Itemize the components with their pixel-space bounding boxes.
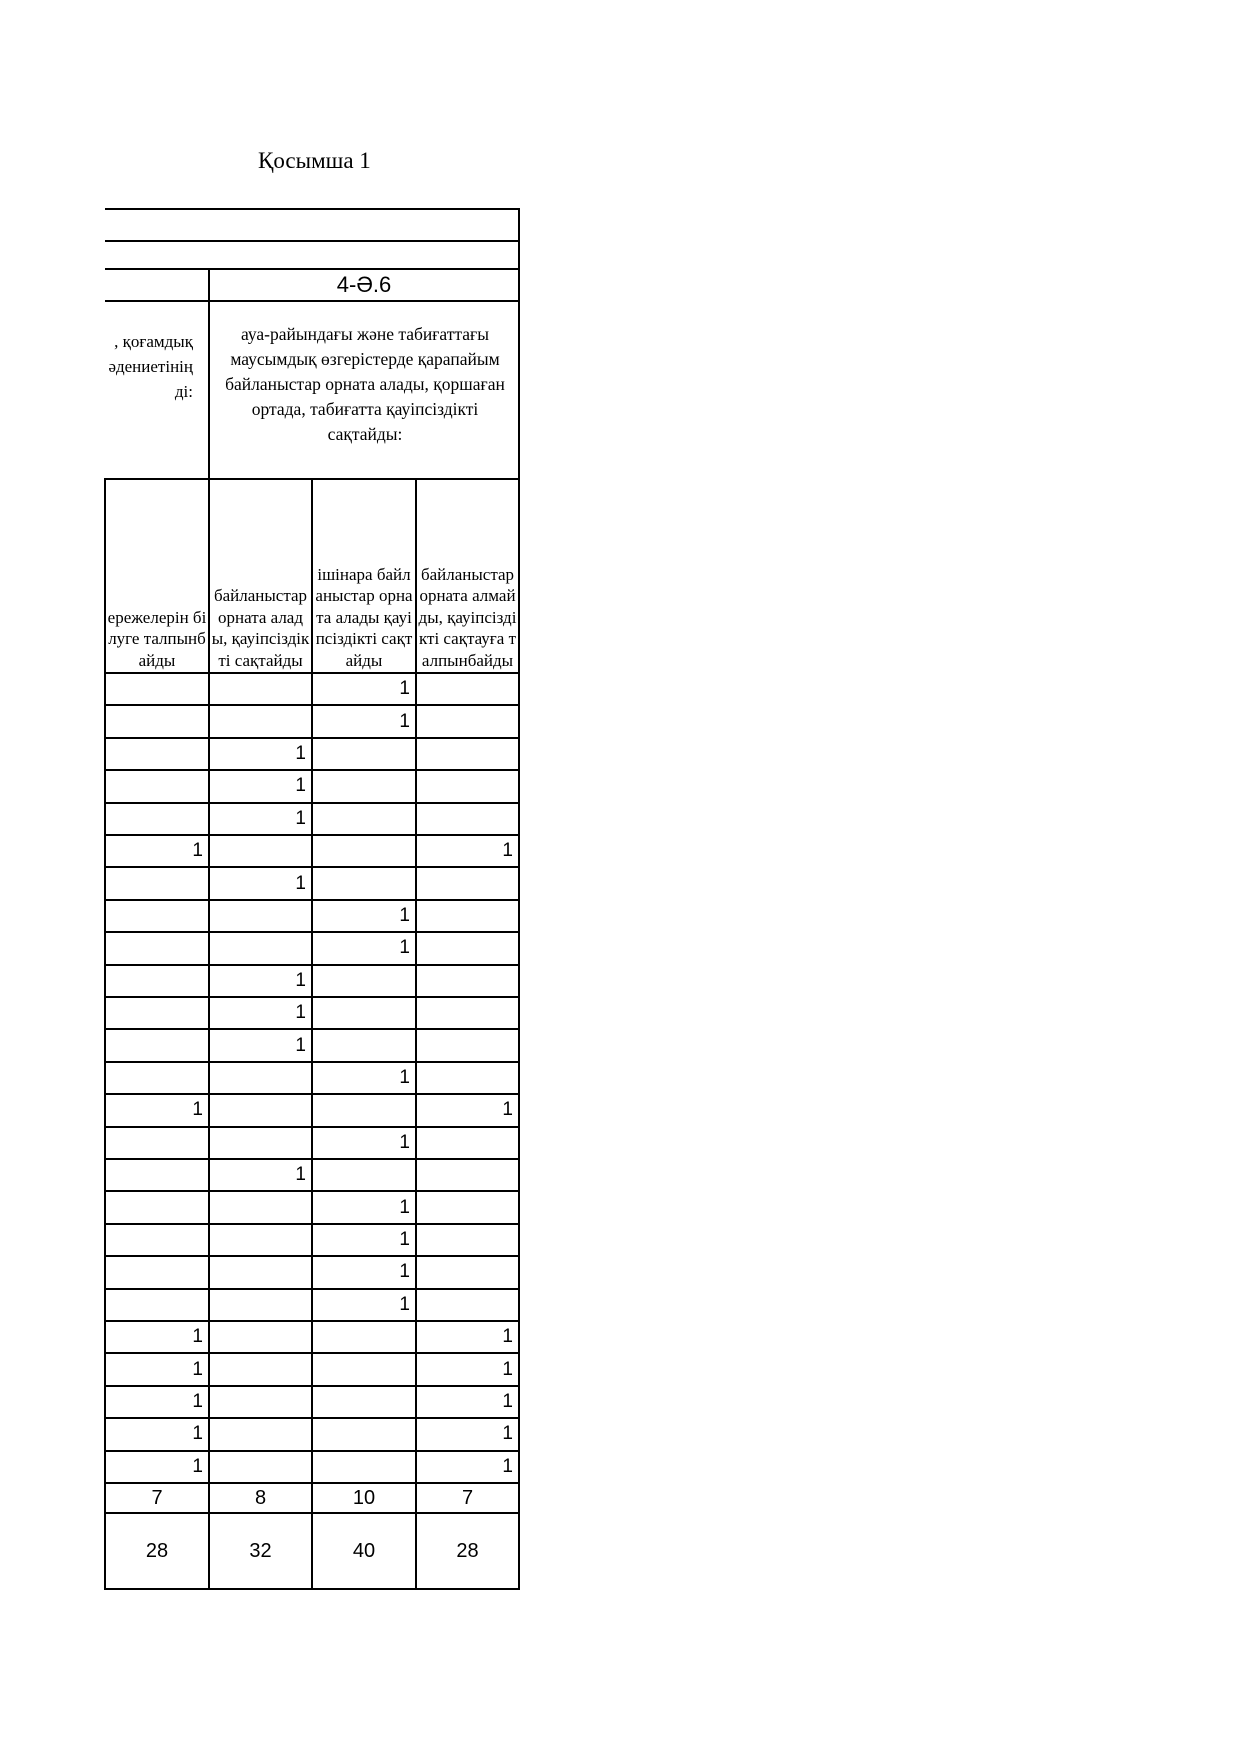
- table-cell: 1: [399, 1066, 410, 1088]
- table-cell: 1: [502, 1423, 513, 1445]
- table-cell: 1: [192, 1423, 203, 1445]
- table-cell: 1: [399, 937, 410, 959]
- column-header-label: ішінара байланыстар орната алады қауіпсіздікті сақтайды: [315, 564, 413, 670]
- total-cell: 10: [352, 1486, 376, 1509]
- table-cell: 1: [399, 904, 410, 926]
- table-cell: 1: [295, 872, 306, 894]
- left-criterion-fragment: [0, 301, 207, 479]
- percent-cell: 40: [352, 1539, 376, 1562]
- table-cell: 1: [399, 710, 410, 732]
- table-cell: 1: [502, 840, 513, 862]
- column-header-label: байланыстар орната алмайды, қауіпсіздікті сақтауға талпынбайды: [418, 564, 517, 670]
- criterion-description: [213, 301, 517, 479]
- table-cell: 1: [295, 742, 306, 764]
- header-rule: [105, 240, 520, 242]
- column-header: [418, 479, 517, 673]
- fragment-line: ді:: [174, 381, 193, 401]
- table-cell: 1: [399, 1196, 410, 1218]
- fragment-line: , қоғамдық: [114, 331, 193, 351]
- column-header-label: байланыстар орната алады, қауіпсіздікті сақтайды: [211, 586, 310, 670]
- percent-cell: 32: [249, 1539, 272, 1562]
- percent-cell: 28: [145, 1539, 169, 1562]
- column-header: [211, 479, 310, 673]
- table-cell: 1: [295, 775, 306, 797]
- header-rule: [105, 208, 520, 210]
- fragment-line: әдениетінің: [108, 356, 193, 376]
- table-cell: 1: [502, 1390, 513, 1412]
- row-rule: [105, 802, 520, 804]
- column-header: [107, 479, 207, 673]
- total-cell: 7: [461, 1486, 474, 1509]
- table-cell: 1: [192, 1358, 203, 1380]
- table-cell: 1: [192, 840, 203, 862]
- table-cell: 1: [192, 1390, 203, 1412]
- table-cell: 1: [399, 678, 410, 700]
- total-cell: 7: [151, 1486, 163, 1509]
- table-cell: 1: [295, 807, 306, 829]
- table-cell: 1: [295, 1002, 306, 1024]
- table-cell: 1: [192, 1455, 203, 1477]
- table-cell: 1: [502, 1358, 513, 1380]
- table-cell: 1: [502, 1455, 513, 1477]
- column-header: [314, 479, 414, 673]
- table-cell: 1: [192, 1099, 203, 1121]
- percent-cell: 28: [456, 1539, 479, 1562]
- table-cell: 1: [502, 1326, 513, 1348]
- row-rule: [105, 1028, 520, 1030]
- table-cell: 1: [399, 1131, 410, 1153]
- page-title: Қосымша 1: [258, 148, 371, 173]
- total-cell: 8: [254, 1486, 267, 1509]
- table-cell: 1: [502, 1099, 513, 1121]
- table-cell: 1: [295, 1164, 306, 1186]
- table-cell: 1: [295, 969, 306, 991]
- column-header-label: ережелерін білуге талпынбайды: [107, 607, 207, 670]
- criterion-description-text: ауа-райындағы және табиғаттағы маусымдық өзгерістерде қарапайым байланыстар орната алады, қоршаған ортада, табиғатта қауіпсіздікті сақтайды:: [225, 323, 505, 444]
- table-cell: 1: [399, 1261, 410, 1283]
- row-rule: [105, 769, 520, 771]
- criterion-code: 4-Ә.6: [336, 272, 392, 297]
- table-cell: 1: [192, 1326, 203, 1348]
- table-cell: 1: [295, 1034, 306, 1056]
- table-cell: 1: [399, 1228, 410, 1250]
- row-rule: [105, 996, 520, 998]
- table-cell: 1: [399, 1293, 410, 1315]
